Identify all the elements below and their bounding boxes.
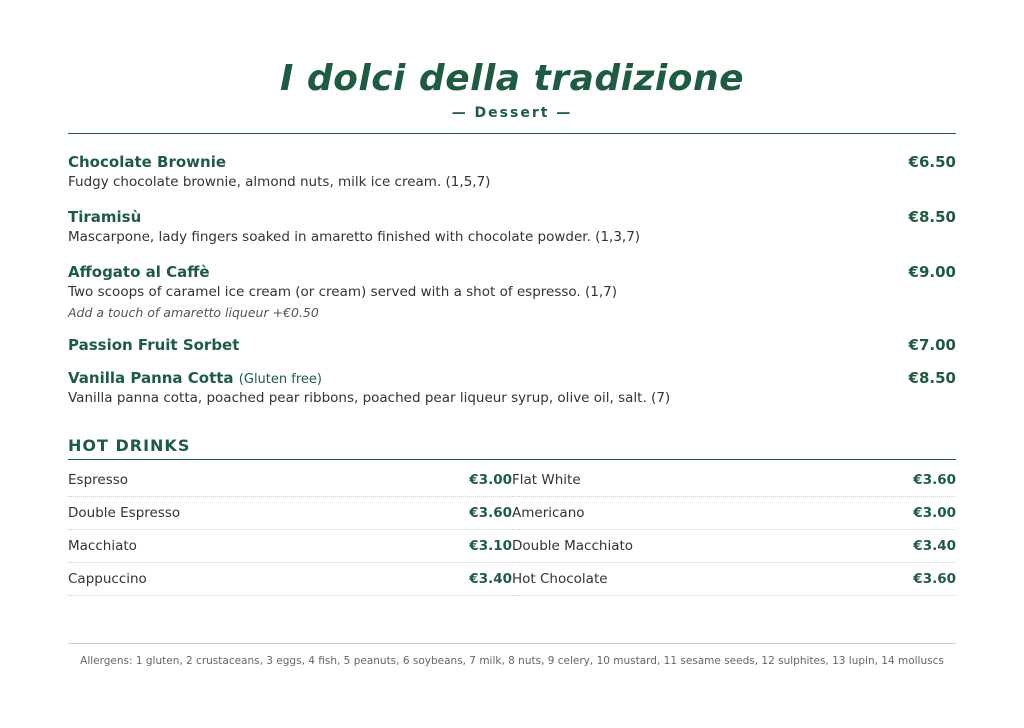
drink-row bbox=[68, 464, 512, 497]
drink-row bbox=[512, 563, 956, 596]
drink-name: Americano bbox=[512, 505, 585, 521]
dessert-item bbox=[68, 336, 956, 354]
drink-row bbox=[68, 563, 512, 596]
drink-price: €3.00 bbox=[469, 472, 512, 488]
dessert-item bbox=[68, 208, 956, 245]
dessert-name: Tiramisù bbox=[68, 208, 142, 226]
drink-price: €3.60 bbox=[469, 505, 512, 521]
hot-drinks-divider bbox=[68, 459, 956, 460]
dessert-price: €9.00 bbox=[908, 263, 956, 281]
dessert-addon: Add a touch of amaretto liqueur +€0.50 bbox=[68, 305, 319, 320]
dessert-description: Fudgy chocolate brownie, almond nuts, milk ice cream. (1,5,7) bbox=[68, 174, 491, 190]
drink-row bbox=[68, 530, 512, 563]
dessert-name: Chocolate Brownie bbox=[68, 153, 227, 171]
dessert-description: Two scoops of caramel ice cream (or cream) served with a shot of espresso. (1,7) bbox=[68, 284, 618, 300]
allergens-footer: Allergens: 1 gluten, 2 crustaceans, 3 eggs, 4 fish, 5 peanuts, 6 soybeans, 7 milk, 8 nuts, 9 celery, 10 mustard, 11 sesame seeds, 12 sulphites, 13 lupin, 14 molluscs bbox=[80, 655, 944, 667]
menu-title: I dolci della tradizione bbox=[279, 58, 745, 99]
drink-price: €3.10 bbox=[469, 538, 512, 554]
drink-row bbox=[68, 497, 512, 530]
drink-name: Double Macchiato bbox=[512, 538, 634, 554]
dessert-name: Vanilla Panna Cotta bbox=[68, 369, 234, 387]
dessert-price: €8.50 bbox=[908, 369, 956, 387]
dessert-price: €8.50 bbox=[908, 208, 956, 226]
dessert-item bbox=[68, 153, 956, 190]
dessert-name: Passion Fruit Sorbet bbox=[68, 336, 240, 354]
drink-name: Cappuccino bbox=[68, 571, 147, 587]
dessert-name: Affogato al Caffè bbox=[68, 263, 210, 281]
dessert-item bbox=[68, 263, 956, 320]
dessert-name-group bbox=[68, 369, 322, 387]
drink-price: €3.60 bbox=[913, 571, 956, 587]
drink-name: Espresso bbox=[68, 472, 129, 488]
drink-name: Double Espresso bbox=[68, 505, 181, 521]
hot-drinks-title: HOT DRINKS bbox=[68, 436, 191, 455]
hot-drinks-list bbox=[68, 464, 956, 596]
drink-price: €3.60 bbox=[913, 472, 956, 488]
footer-divider bbox=[68, 643, 956, 644]
header-divider bbox=[68, 133, 956, 134]
menu-header bbox=[0, 58, 1024, 122]
dessert-price: €6.50 bbox=[908, 153, 956, 171]
dessert-description: Vanilla panna cotta, poached pear ribbons, poached pear liqueur syrup, olive oil, salt. (7) bbox=[68, 390, 671, 406]
drink-price: €3.40 bbox=[469, 571, 512, 587]
drink-name: Flat White bbox=[512, 472, 581, 488]
dessert-item bbox=[68, 369, 956, 406]
drink-name: Hot Chocolate bbox=[512, 571, 608, 587]
drink-name: Macchiato bbox=[68, 538, 137, 554]
drink-row bbox=[512, 497, 956, 530]
drink-row bbox=[512, 464, 956, 497]
drink-price: €3.00 bbox=[913, 505, 956, 521]
dessert-description: Mascarpone, lady fingers soaked in amaretto finished with chocolate powder. (1,3,7) bbox=[68, 229, 641, 245]
gluten-free-note: (Gluten free) bbox=[238, 372, 322, 387]
menu-subtitle: — Dessert — bbox=[451, 105, 573, 121]
drink-row bbox=[512, 530, 956, 563]
drink-price: €3.40 bbox=[913, 538, 956, 554]
dessert-price: €7.00 bbox=[908, 336, 956, 354]
